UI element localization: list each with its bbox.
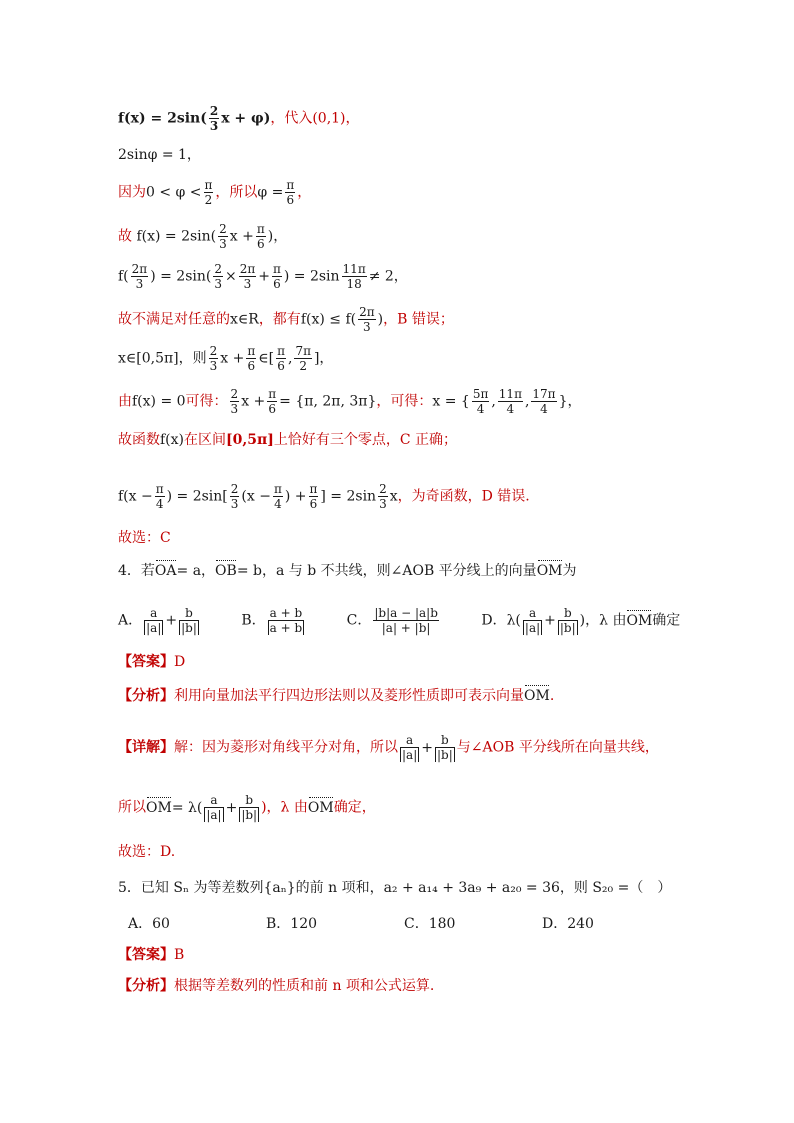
pick-4: 故选：D. — [118, 844, 176, 860]
formula-line-2: 2sinφ = 1， — [118, 147, 201, 163]
question-4-choices — [118, 606, 716, 635]
formula-line-4: 故 f(x) = 2sin( $\frac{2}{3}$ x + $\frac{\pi}{6}$ )， — [118, 222, 288, 251]
question-5-stem: 5．已知 Sₙ 为等差数列{aₙ}的前 n 项和，a₂ + a₁₄ + 3a₉ + a₂₀ = 36，则 S₂₀ =（ ） — [118, 880, 672, 896]
answer-5: 【答案】B — [118, 947, 185, 963]
choice-4-c[interactable]: C． $\frac{|b|a - |a|b}{|a| + |b|}$ — [346, 606, 438, 635]
analysis-5: 【分析】根据等差数列的性质和前 n 项和公式运算. — [118, 978, 435, 994]
formula-line-10: f(x − $\frac{\pi}{4}$ ) = 2sin[ $\frac{2}{3}$ (x − $\frac{\pi}{4}$ ) + $\frac{\pi}{6}$ ] = 2sin $\frac{2}{3}$ x，为奇函数，D 错误. — [118, 482, 530, 511]
choice-5-b[interactable]: B．120 — [266, 916, 318, 932]
detail-4: 【详解】解：因为菱形对角线平分对角，所以 $\frac{a}{|a|}$ + $\frac{b}{|b|}$ 与∠AOB 平分线所在向量共线， — [118, 733, 659, 762]
choice-4-a[interactable]: A． $\frac{a}{|a|}$ + $\frac{b}{|b|}$ — [118, 606, 197, 635]
formula-line-6: 故不满足对任意的x∈R，都有f(x) ≤ f( $\frac{2\pi}{3}$ )，B 错误； — [118, 305, 454, 334]
choice-4-b[interactable]: B． $\frac{a + b}{a + b}$ — [241, 606, 303, 635]
formula-line-1: f(x) = 2sin( $\frac{2}{3}$ x + φ)，代入(0,1)， — [118, 104, 360, 133]
answer-line: 故选：C — [118, 530, 171, 546]
analysis-4: 【分析】利用向量加法平行四边形法则以及菱形性质即可表示向量OM. — [118, 688, 555, 704]
choice-5-d[interactable]: D．240 — [542, 916, 594, 932]
formula-line-9: 故函数f(x)在区间[0,5π]上恰好有三个零点，C 正确； — [118, 432, 458, 448]
choice-4-d[interactable]: D．λ( $\frac{a}{|a|}$ + $\frac{b}{|b|}$ )，λ 由OM确定 — [481, 606, 681, 635]
formula-line-7: x∈[0,5π]，则 $\frac{2}{3}$ x + $\frac{\pi}{6}$ ∈[ $\frac{\pi}{6}$ , $\frac{7\pi}{2}$ ]， — [118, 344, 334, 373]
choice-5-a[interactable]: A．60 — [128, 916, 170, 932]
formula-line-5: f( $\frac{2\pi}{3}$ ) = 2sin( $\frac{2}{3}$ × $\frac{2\pi}{3}$ + $\frac{\pi}{6}$ ) = 2sin $\frac{11\pi}{18}$ ≠ 2， — [118, 262, 408, 291]
formula-line-8: 由f(x) = 0可得： $\frac{2}{3}$ x + $\frac{\pi}{6}$ = {π, 2π, 3π}，可得：x = { $\frac{5\pi}{4}$ , $\frac{11\pi}{4}$ , $\frac{17\pi}{4}$ }， — [118, 387, 582, 416]
formula-line-3: 因为0 < φ < $\frac{\pi}{2}$ ，所以φ = $\frac{\pi}{6}$ ， — [118, 178, 312, 207]
question-5-choices — [128, 914, 594, 934]
choice-5-c[interactable]: C．180 — [404, 916, 456, 932]
detail-4-conclusion: 所以OM= λ( $\frac{a}{|a|}$ + $\frac{b}{|b|}$ )，λ 由OM确定， — [118, 793, 376, 822]
answer-4: 【答案】D — [118, 654, 186, 670]
question-4-stem: 4．若OA= a，OB= b，a 与 b 不共线，则∠AOB 平分线上的向量OM为 — [118, 563, 577, 579]
